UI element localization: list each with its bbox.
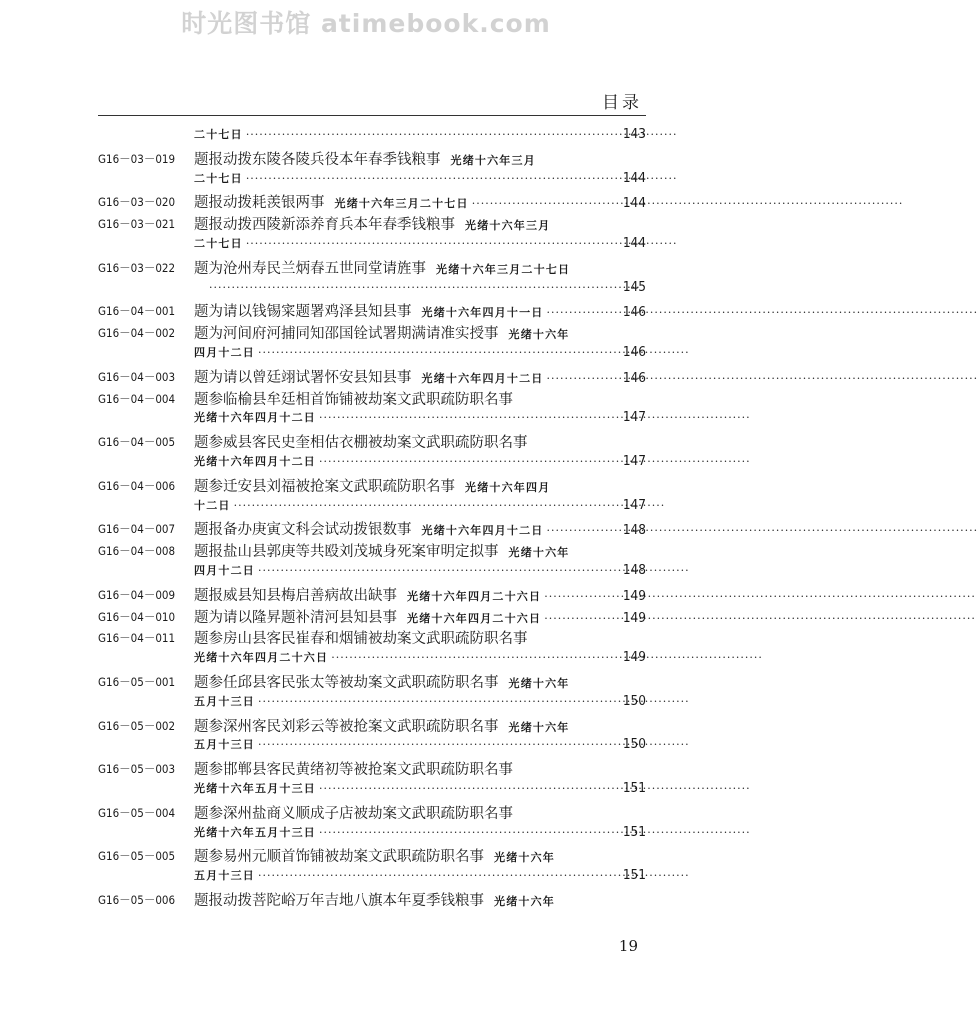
toc-line [194,322,646,343]
entry-page: 148 [622,561,646,578]
toc-line [194,562,646,578]
toc-row [0,409,732,431]
toc-row [0,824,732,846]
entry-page: 144 [622,195,646,212]
entry-title: 题为河间府河捕同知邵国铨试署期满请准实授事 [194,326,499,343]
toc-row [0,562,732,584]
dot-leader [246,172,620,185]
entry-date: 五月十三日 [194,694,255,708]
entry-title: 题报盐山县郭庚等共殴刘茂城身死案审明定拟事 [194,544,499,561]
entry-page: 147 [622,452,646,469]
entry-date: 光绪十六年五月十三日 [194,825,316,839]
toc-row [0,889,732,911]
dot-leader [258,564,620,577]
header-divider [98,115,646,116]
entry-code: G16－04－002 [98,326,176,341]
entry-date: 四月十二日 [194,563,255,577]
dot-leader [246,128,620,141]
entry-code: G16－04－008 [98,544,176,559]
toc-line [194,780,646,796]
toc-line [194,889,646,910]
entry-page: 144 [622,169,646,186]
toc-line [194,867,646,883]
toc-row [0,715,732,737]
entry-date: 光绪十六年四月二十六日 [194,651,329,665]
entry-date: 光绪十六年 [508,546,570,560]
toc-line [194,627,646,648]
entry-date: 光绪十六年四月十二日 [194,411,316,425]
toc-line [194,300,646,321]
toc-row [0,213,732,235]
entry-code: G16－05－001 [98,674,176,689]
dot-leader [544,590,620,603]
entry-page: 146 [622,343,646,360]
entry-title: 题报动拨耗羡银两事 [194,195,325,212]
entry-code: G16－04－003 [98,369,176,384]
entry-code: G16－03－021 [98,217,176,232]
entry-page: 149 [622,649,646,666]
toc-line [194,148,646,169]
toc-row [0,475,732,497]
toc-line [194,497,646,513]
toc-row [0,867,732,889]
toc-line [194,235,646,251]
page-header-title: 目录 [602,93,642,113]
dot-leader [547,306,620,319]
toc-line [194,671,646,692]
toc-row [0,802,732,824]
dot-leader [234,499,620,512]
entry-code: G16－05－004 [98,805,176,820]
toc-row [0,235,732,257]
entry-title: 题参迁安县刘福被抢案文武职疏防职名事 [194,478,455,495]
toc-row [0,126,732,148]
dot-leader [331,651,620,664]
dot-leader [258,738,620,751]
dot-leader [319,782,620,795]
entry-title: 题参任邱县客民张太等被劫案文武职疏防职名事 [194,674,499,691]
entry-code: G16－04－004 [98,391,176,406]
toc-row [0,148,732,170]
toc-row [0,257,732,279]
entry-page: 151 [622,823,646,840]
entry-page: 144 [622,234,646,251]
entry-date: 光绪十六年三月 [465,219,551,233]
entry-date: 光绪十六年四月十一日 [421,306,544,320]
entry-code: G16－03－022 [98,260,176,275]
entry-page: 146 [622,304,646,321]
toc-row [0,300,732,322]
entry-date: 四月十二日 [194,345,255,359]
dot-leader [246,237,620,250]
toc-row [0,736,732,758]
toc-row [0,497,732,519]
entry-date: 光绪十六年 [508,328,570,342]
entry-date: 十二日 [194,498,231,512]
toc-line [194,126,646,142]
entry-title: 题为沧州寿民兰炳春五世同堂请旌事 [194,260,426,277]
entry-title: 题为请以钱锡寀题署鸡泽县知县事 [194,304,412,321]
entry-code: G16－04－010 [98,609,176,624]
toc-line [194,431,646,452]
toc-line [194,191,646,212]
entry-page: 150 [622,736,646,753]
entry-title: 题参深州客民刘彩云等被抢案文武职疏防职名事 [194,718,499,735]
entry-title: 题参临榆县牟廷相首饰铺被劫案文武职疏防职名事 [194,391,513,408]
toc-line [194,257,646,278]
entry-page: 147 [622,409,646,426]
toc-line [194,845,646,866]
toc-row [0,540,732,562]
toc-line [194,540,646,561]
entry-date: 光绪十六年四月十二日 [194,454,316,468]
toc-line [194,693,646,709]
toc-row [0,780,732,802]
dot-leader [547,372,620,385]
entry-date: 光绪十六年 [508,720,570,734]
toc-line [194,453,646,469]
toc-row [0,845,732,867]
toc-row [0,344,732,366]
entry-page: 150 [622,692,646,709]
entry-code: G16－04－011 [98,631,176,646]
entry-title: 题参易州元顺首饰铺被劫案文武职疏防职名事 [194,849,484,866]
entry-date: 光绪十六年 [494,894,555,908]
toc-line [194,649,646,665]
dot-leader [547,524,620,537]
entry-date: 光绪十六年 [508,676,570,690]
entry-code: G16－04－009 [98,587,176,602]
entry-page: 149 [622,587,646,604]
entry-code: G16－05－006 [98,892,176,907]
entry-code: G16－04－001 [98,304,176,319]
toc-line [194,758,646,779]
entry-title: 题为请以隆昇题补清河县知县事 [194,609,397,626]
entry-code: G16－04－006 [98,478,176,493]
toc-row [0,453,732,475]
entry-date: 光绪十六年三月二十七日 [436,262,571,276]
toc-row [0,431,732,453]
entry-title: 题报动拨西陵新添养育兵本年春季钱粮事 [194,217,455,234]
dot-leader [544,612,620,625]
toc-row [0,191,732,213]
dot-leader [258,346,620,359]
entry-title: 题参威县客民史奎相估衣棚被劫案文武职疏防职名事 [194,435,528,452]
entry-date: 光绪十六年五月十三日 [194,781,316,795]
toc-line [194,366,646,387]
entry-title: 题报动拨东陵各陵兵役本年春季钱粮事 [194,151,441,168]
toc-line [194,344,646,360]
entry-title: 题报威县知县梅启善病故出缺事 [194,587,397,604]
entry-page: 143 [622,126,646,142]
toc-line [194,213,646,234]
entry-date: 光绪十六年三月二十七日 [334,197,469,211]
toc-row [0,170,732,192]
toc-line [194,170,646,186]
toc-row [0,649,732,671]
entry-code: G16－05－005 [98,849,176,864]
dot-leader [319,826,620,839]
toc-row [0,518,732,540]
toc-line [194,409,646,425]
entry-code: G16－03－019 [98,151,176,166]
toc-row [0,322,732,344]
entry-page: 151 [622,867,646,884]
entry-date: 五月十三日 [194,738,255,752]
entry-page: 145 [622,278,646,295]
entry-date: 光绪十六年四月十二日 [421,524,544,538]
entry-date: 光绪十六年四月十二日 [421,371,544,385]
entry-title: 题报备办庚寅文科会试动拨银数事 [194,522,412,539]
entry-page: 146 [622,369,646,386]
dot-leader [258,869,620,882]
entry-date: 光绪十六年四月二十六日 [407,611,542,625]
dot-leader [209,281,620,294]
toc-row [0,584,732,606]
entry-page: 148 [622,522,646,539]
toc-row [0,693,732,715]
toc-line [194,475,646,496]
entry-date: 二十七日 [194,236,243,250]
toc-line [194,518,646,539]
toc-row [0,366,732,388]
entry-code: G16－04－007 [98,522,176,537]
dot-leader [319,455,620,468]
entry-date: 光绪十六年 [494,851,555,865]
dot-leader [319,411,620,424]
toc-line [194,824,646,840]
entry-date: 光绪十六年四月 [465,480,551,494]
entry-title: 题参房山县客民崔春和烟铺被劫案文武职疏防职名事 [194,631,528,648]
toc-row [0,606,732,628]
entry-code: G16－05－002 [98,718,176,733]
entry-title: 题为请以曾廷翊试署怀安县知县事 [194,369,412,386]
toc-line [194,715,646,736]
toc-row [0,279,732,301]
watermark-text: 时光图书馆 atimebook.com [181,9,551,38]
dot-leader [258,695,620,708]
entry-page: 151 [622,779,646,796]
toc-row [0,758,732,780]
entry-title: 题参邯郸县客民黄绪初等被抢案文武职疏防职名事 [194,762,513,779]
entry-code: G16－05－003 [98,762,176,777]
toc-line [194,584,646,605]
table-of-contents [0,126,732,911]
toc-line [194,606,646,627]
page-number: 19 [618,937,638,955]
entry-date: 光绪十六年四月二十六日 [407,589,542,603]
toc-row [0,627,732,649]
entry-code: G16－03－020 [98,195,176,210]
toc-row [0,671,732,693]
entry-date: 五月十三日 [194,869,255,883]
entry-title: 题参深州盐商义顺成子店被劫案文武职疏防职名事 [194,805,513,822]
toc-line [194,736,646,752]
watermark [0,4,732,40]
entry-title: 题报动拨菩陀峪万年吉地八旗本年夏季钱粮事 [194,892,484,909]
toc-line [194,802,646,823]
toc-row [0,388,732,410]
entry-date: 二十七日 [194,128,243,141]
toc-line [206,279,646,295]
entry-date: 光绪十六年三月 [450,153,536,167]
entry-page: 149 [622,609,646,626]
entry-page: 147 [622,496,646,513]
toc-line [194,388,646,409]
entry-date: 二十七日 [194,171,243,185]
dot-leader [472,197,620,210]
entry-code: G16－04－005 [98,435,176,450]
